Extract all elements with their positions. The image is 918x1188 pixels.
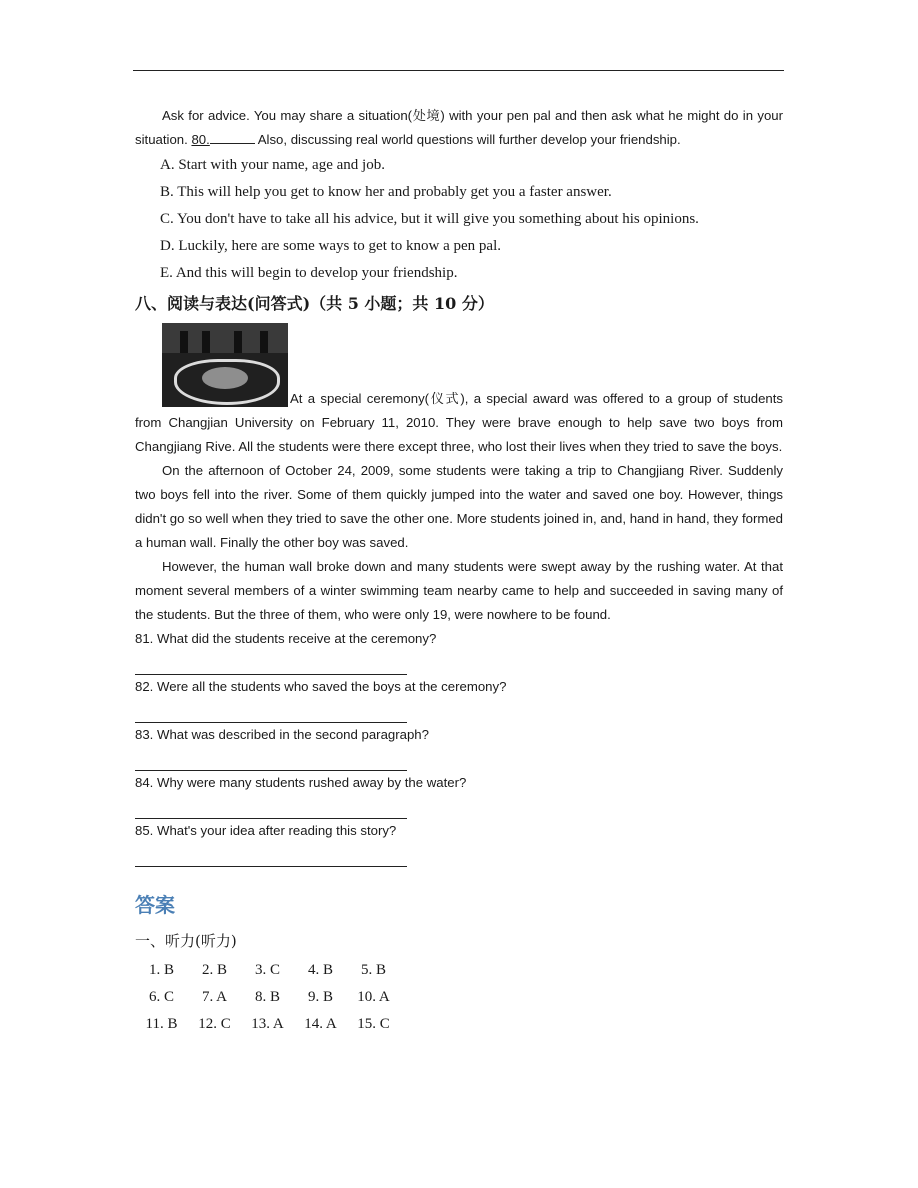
questions-list [135, 627, 783, 867]
answers-subtitle: 一、听力(听力) [135, 932, 237, 950]
option-c: C. You don't have to take all his advice, but it will give you something about his opinions. [160, 211, 699, 227]
answers-row [135, 1011, 400, 1038]
blank-80-line[interactable] [210, 131, 255, 144]
answer-line-84[interactable] [135, 795, 407, 819]
question-81: 81. What did the students receive at the ceremony? [135, 631, 437, 646]
passage-paragraph-1: At a special ceremony(仪式), a special award was offered to a group of students from Changjian University on February 11, 2010. They were brave enough to help save two boys from Changjiang Rive. All the students were there except three, who lost their lives when they tried to save the boys. [135, 391, 783, 454]
answer-line-82[interactable] [135, 699, 407, 723]
options-list [135, 152, 783, 287]
answer-cell: 6. C [148, 989, 174, 1005]
option-a: A. Start with your name, age and job. [160, 157, 385, 173]
question-84: 84. Why were many students rushed away by the water? [135, 775, 467, 790]
answer-cell: 2. B [201, 962, 227, 978]
answer-cell: 12. C [198, 1016, 231, 1032]
option-d: D. Luckily, here are some ways to get to know a pen pal. [160, 238, 502, 254]
ceremony-photo [162, 323, 288, 407]
answer-cell: 9. B [307, 989, 333, 1005]
passage-block [135, 323, 783, 459]
answers-title: 答案 [135, 893, 175, 917]
header-rule [133, 70, 784, 71]
answers-row [135, 984, 400, 1011]
section-eight-title: 八、阅读与表达(问答式)（共 5 小题；共 10 分） [135, 294, 494, 313]
answers-row [135, 957, 400, 984]
answer-cell: 1. B [148, 962, 174, 978]
page-content [135, 104, 783, 1038]
answer-cell: 10. A [357, 989, 390, 1005]
reading-paragraph [135, 104, 783, 152]
option-b: B. This will help you get to know her and probably get you a faster answer. [160, 184, 612, 200]
option-e: E. And this will begin to develop your friendship. [160, 265, 458, 281]
answer-cell: 11. B [145, 1016, 178, 1032]
question-85: 85. What's your idea after reading this story? [135, 823, 397, 838]
paragraph-text-end: Also, discussing real world questions will further develop your friendship. [254, 132, 681, 147]
answer-cell: 8. B [254, 989, 280, 1005]
answer-line-81[interactable] [135, 651, 407, 675]
blank-80-number: 80. [191, 132, 210, 147]
paragraph-text-start: Ask for advice. You may share a situation(处境) with your pen pal and then ask what he might do in your situation. [135, 108, 783, 147]
question-83: 83. What was described in the second paragraph? [135, 727, 429, 742]
answer-line-85[interactable] [135, 843, 407, 867]
answer-cell: 13. A [251, 1016, 284, 1032]
answer-cell: 5. B [360, 962, 386, 978]
answer-cell: 4. B [307, 962, 333, 978]
question-82: 82. Were all the students who saved the boys at the ceremony? [135, 679, 507, 694]
answer-line-83[interactable] [135, 747, 407, 771]
answer-cell: 3. C [254, 962, 280, 978]
answer-cell: 15. C [357, 1016, 390, 1032]
passage-paragraph-2: On the afternoon of October 24, 2009, some students were taking a trip to Changjiang River. Suddenly two boys fell into the river. Some of them quickly jumped into the water and saved one boy. However, things didn't go so well when they tried to save the other one. More students joined in, and, hand in hand, they formed a human wall. Finally the other boy was saved. [135, 463, 783, 550]
passage-paragraph-3: However, the human wall broke down and many students were swept away by the rushing water. At that moment several members of a winter swimming team nearby came to help and succeeded in saving many of the students. But the three of them, who were only 19, were nowhere to be found. [135, 559, 783, 622]
answers-table [135, 957, 400, 1038]
answer-cell: 14. A [304, 1016, 337, 1032]
answer-cell: 7. A [201, 989, 227, 1005]
